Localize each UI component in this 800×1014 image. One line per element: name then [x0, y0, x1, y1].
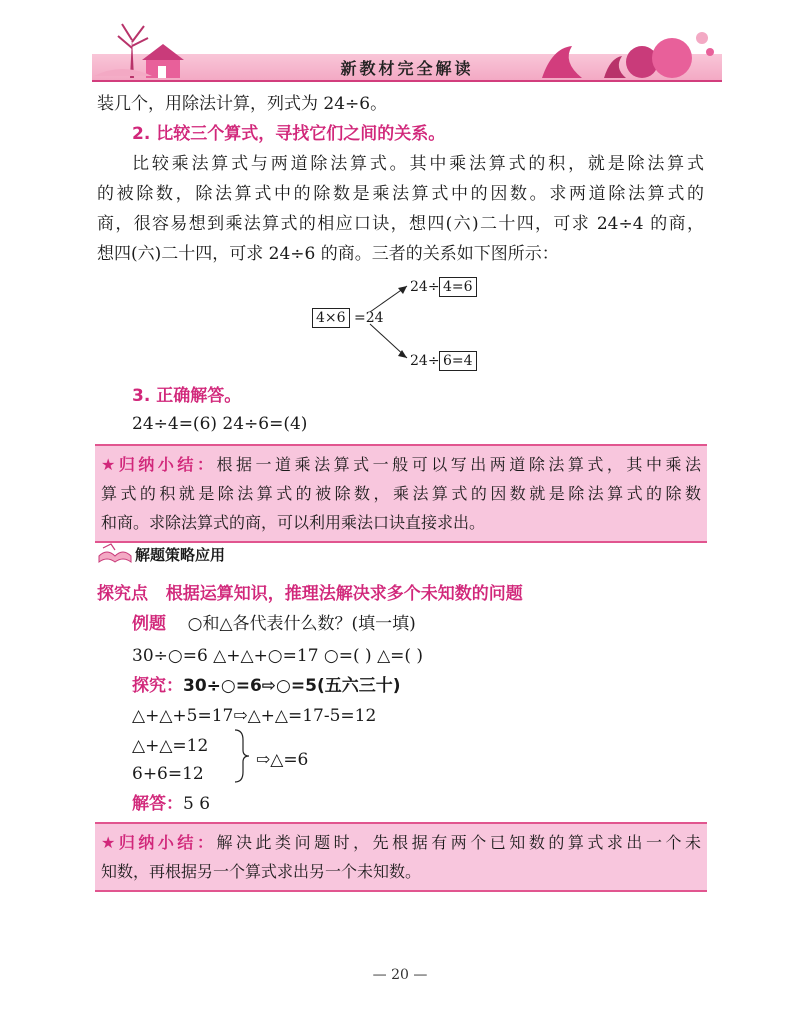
example-line: [132, 612, 416, 636]
diagram-arrows: [312, 272, 512, 377]
explore-result: ⇨△=6: [256, 750, 309, 770]
explore-line-4: 6+6=12: [132, 764, 204, 784]
diagram-bottom-box: 6=4: [439, 351, 477, 371]
section-title: 解题策略应用: [135, 546, 226, 564]
book-icon: [97, 542, 133, 566]
explore-line-1: [132, 674, 401, 698]
summary1-line-3: 和商。求除法算式的商，可以利用乘法口诀直接求出。: [101, 513, 486, 532]
explore-point-label: 探究点: [97, 584, 148, 604]
explore-point: [97, 582, 523, 606]
summary1-text-1: 根据一道乘法算式一般可以写出两道除法算式，其中乘法: [216, 455, 701, 474]
explore-point-title: 根据运算知识，推理法解决求多个未知数的问题: [165, 584, 523, 604]
step2-para-line-2: 的被除数，除法算式中的除数是乘法算式中的因数。求两道除法算式的: [97, 184, 704, 204]
answer-value: 5 6: [183, 794, 211, 814]
example-equations: 30÷○=6 △+△+○=17 ○=( ) △=( ): [132, 646, 424, 666]
diagram-top-box: 4=6: [439, 277, 477, 297]
page-header: [92, 18, 722, 84]
diagram-left-box: 4×6: [312, 308, 350, 328]
step2-para-line-3: 商，很容易想到乘法算式的相应口诀，想四(六)二十四，可求 24÷4 的商，: [97, 214, 704, 234]
step2-para-line-1: 比较乘法算式与两道除法算式。其中乘法算式的积，就是除法算式: [132, 154, 704, 174]
example-label: 例题: [132, 614, 166, 634]
explore-step-1: 30÷○=6⇨○=5(五六三十): [183, 676, 401, 696]
step3-answer: 24÷4=(6) 24÷6=(4): [132, 414, 308, 434]
summary2-label: ★归纳小结：: [101, 833, 217, 852]
explore-line-3: △+△=12: [132, 736, 209, 756]
step2-para-line-4: 想四(六)二十四，可求 24÷6 的商。三者的关系如下图所示：: [97, 244, 559, 264]
diagram-left-rest: =24: [354, 310, 384, 326]
diagram-top-prefix: 24÷: [410, 279, 440, 295]
page-number: — 20 —: [372, 967, 428, 983]
explore-label: 探究：: [132, 676, 183, 696]
summary1-label: ★归纳小结：: [101, 455, 217, 474]
summary2-text-1: 解决此类问题时，先根据有两个已知数的算式求出一个未: [216, 833, 701, 852]
example-question: ○和△各代表什么数？(填一填): [187, 614, 416, 634]
answer-label: 解答：: [132, 794, 183, 814]
summary1-line-1: [101, 450, 701, 479]
step3-heading: 3. 正确解答。: [132, 386, 242, 406]
explore-line-2: △+△+5=17⇨△+△=17-5=12: [132, 706, 377, 726]
header-title: 新教材完全解读: [340, 59, 474, 78]
diagram-bottom-prefix: 24÷: [410, 353, 440, 369]
summary-box-2: [95, 822, 707, 892]
relation-diagram: [312, 272, 512, 377]
summary1-line-2: 算式的积就是除法算式的被除数，乘法算式的因数就是除法算式的除数: [101, 484, 701, 503]
answer-line: [132, 792, 210, 816]
step2-heading: 2. 比较三个算式，寻找它们之间的关系。: [132, 124, 446, 144]
summary2-line-1: [101, 828, 701, 857]
summary2-line-2: 知数，再根据另一个算式求出另一个未知数。: [101, 862, 422, 881]
text-top: 装几个，用除法计算，列式为 24÷6。: [97, 94, 388, 114]
summary-box-1: [95, 444, 707, 543]
